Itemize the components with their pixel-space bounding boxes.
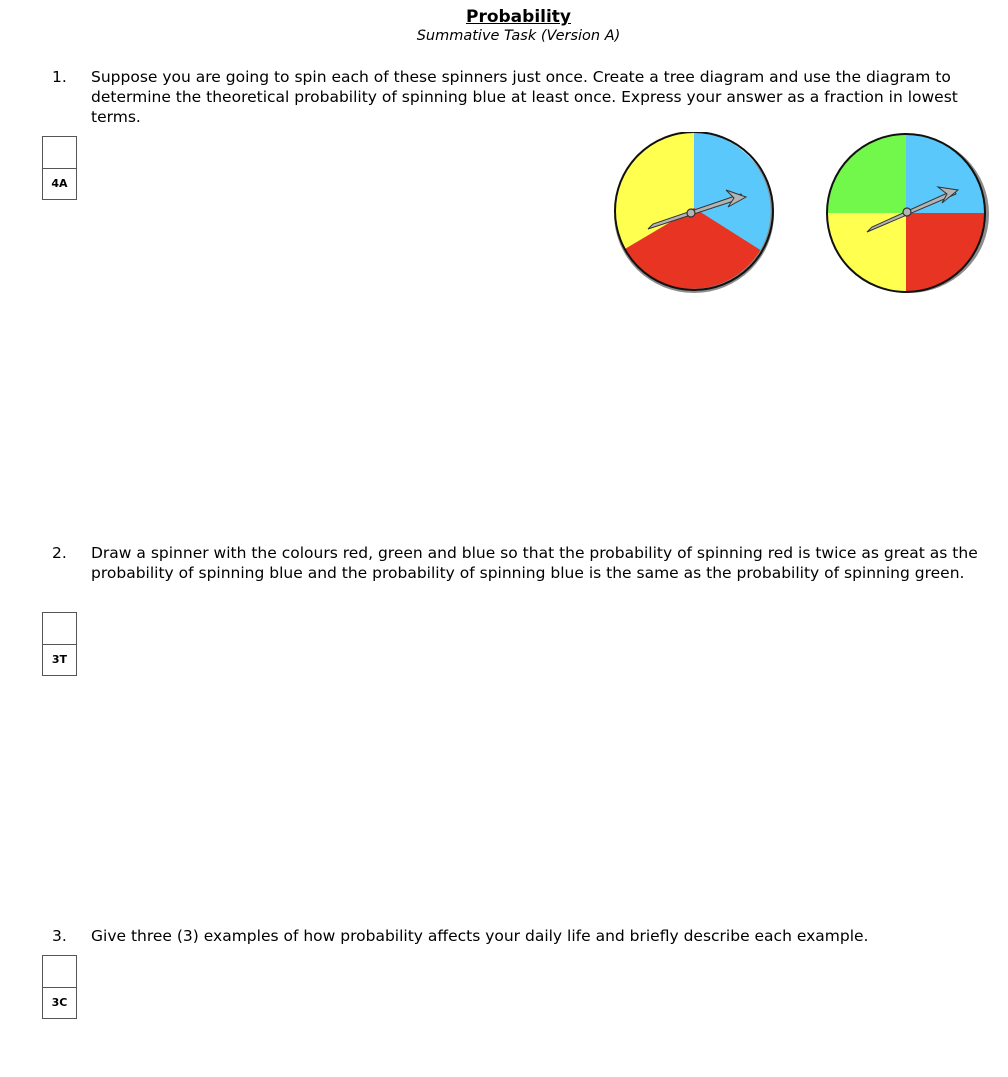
mark-box-code: 3C (51, 996, 68, 1009)
question-2-number: 2. (52, 544, 67, 562)
spinner-sector-red (906, 213, 985, 292)
page-subtitle: Summative Task (Version A) (416, 28, 621, 44)
question-2-mark-box (42, 612, 77, 676)
question-1-number: 1. (52, 68, 67, 86)
mark-box-blank[interactable] (43, 956, 76, 988)
question-3-number: 3. (52, 927, 67, 945)
page-title: Probability (465, 7, 572, 27)
mark-box-code: 3T (51, 653, 68, 666)
spinner-sector-green (827, 134, 906, 213)
spinner-sector-blue (906, 134, 985, 213)
mark-box-blank[interactable] (43, 137, 76, 169)
question-3-mark-box (42, 955, 77, 1019)
spinner-four-colour (823, 132, 1003, 300)
mark-box-code: 4A (51, 177, 68, 190)
mark-box-blank[interactable] (43, 613, 76, 645)
spinner-sector-yellow (827, 213, 906, 292)
question-1-text: Suppose you are going to spin each of these spinners just once. Create a tree diagram and use the diagram to determine the theoretical probability of spinning blue at least once. Express your answer as a fraction in lowest terms. (91, 68, 958, 126)
question-1-mark-box (42, 136, 77, 200)
spinner-three-colour (608, 132, 784, 302)
question-3-text: Give three (3) examples of how probability affects your daily life and briefly describe each example. (91, 927, 869, 945)
question-2-text: Draw a spinner with the colours red, green and blue so that the probability of spinning red is twice as great as the probability of spinning blue and the probability of spinning blue is the same as the probability of spinning green. (91, 544, 978, 582)
